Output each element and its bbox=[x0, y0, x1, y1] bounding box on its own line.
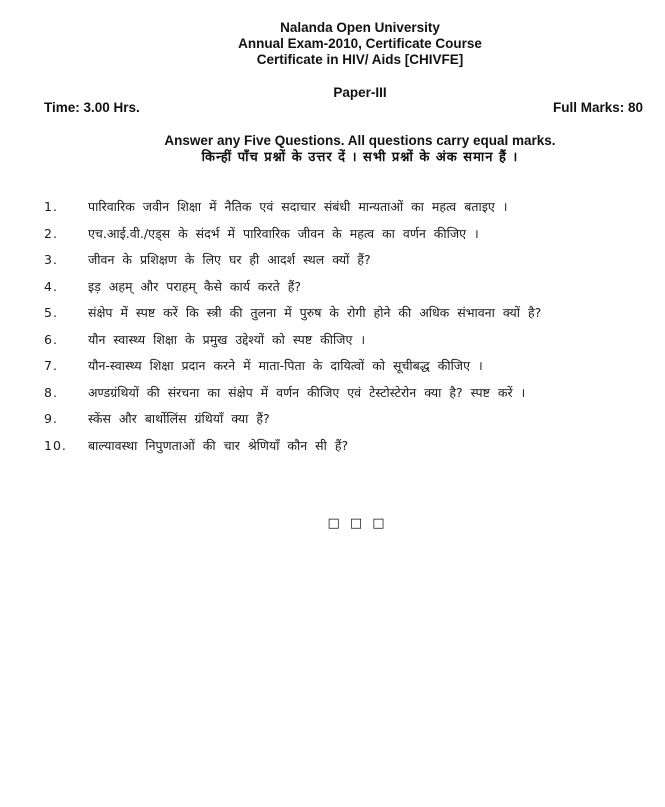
question-text: एच.आई.वी./एड्स के संदर्भ में पारिवारिक जीवन के महत्व का वर्णन कीजिए । bbox=[88, 225, 479, 241]
question-text: स्केंस और बार्थोलिंस ग्रंथियाँ क्या हैं? bbox=[88, 411, 270, 426]
exam-time: Time: 3.00 Hrs. bbox=[44, 100, 140, 115]
question-item bbox=[0, 194, 665, 221]
question-list bbox=[0, 194, 665, 459]
question-number: 2. bbox=[44, 225, 58, 241]
instructions-english: Answer any Five Questions. All questions carry equal marks. bbox=[164, 133, 556, 148]
question-number: 6. bbox=[44, 331, 58, 347]
question-number: 4. bbox=[44, 278, 58, 294]
question-item bbox=[0, 327, 665, 354]
paper-number: Paper-III bbox=[333, 85, 387, 100]
full-marks: Full Marks: 80 bbox=[552, 100, 643, 115]
question-item bbox=[0, 353, 665, 380]
question-number: 5. bbox=[44, 305, 58, 320]
question-text: अण्डग्रंथियों की संरचना का संक्षेप में वर्णन कीजिए एवं टेस्टोस्टेरोन क्या है? स्पष्ट करें । bbox=[88, 384, 526, 400]
question-number: 10. bbox=[44, 437, 67, 453]
question-text: बाल्यावस्था निपुणताओं की चार श्रेणियाँ कौन सी हैं? bbox=[88, 437, 349, 453]
question-item bbox=[0, 274, 665, 301]
question-number: 3. bbox=[44, 252, 58, 267]
question-item bbox=[0, 433, 665, 460]
question-item bbox=[0, 300, 665, 327]
instructions bbox=[0, 132, 665, 167]
exam-title: Annual Exam-2010, Certificate Course bbox=[238, 36, 482, 51]
question-text: यौन स्वास्थ्य शिक्षा के प्रमुख उद्देश्यों को स्पष्ट कीजिए । bbox=[88, 331, 366, 347]
question-text: यौन-स्वास्थ्य शिक्षा प्रदान करने में माता-पिता के दायित्वों को सूचीबद्ध कीजिए । bbox=[88, 358, 483, 373]
question-text: पारिवारिक जवीन शिक्षा में नैतिक एवं सदाचार संबंधी मान्यताओं का महत्व बताइए । bbox=[88, 199, 508, 214]
question-item bbox=[0, 221, 665, 248]
question-item bbox=[0, 380, 665, 407]
course-title: Certificate in HIV/ Aids [CHIVFE] bbox=[256, 52, 464, 67]
question-number: 9. bbox=[44, 411, 58, 426]
instructions-hindi: किन्हीं पाँच प्रश्नों के उत्तर दें । सभी प्रश्नों के अंक समान हैं । bbox=[201, 150, 519, 165]
exam-header bbox=[0, 20, 665, 68]
question-item bbox=[0, 247, 665, 274]
question-item bbox=[0, 406, 665, 433]
question-text: जीवन के प्रशिक्षण के लिए घर ही आदर्श स्थल क्यों हैं? bbox=[88, 252, 371, 267]
question-number: 1. bbox=[44, 199, 58, 214]
question-number: 8. bbox=[44, 384, 58, 400]
question-text: इड़ अहम् और पराहम् कैसे कार्य करते हैं? bbox=[88, 278, 302, 294]
university-name: Nalanda Open University bbox=[280, 20, 440, 35]
end-marker: □ □ □ bbox=[327, 516, 388, 531]
question-number: 7. bbox=[44, 358, 58, 373]
question-text: संक्षेप में स्पष्ट करें कि स्त्री की तुलना में पुरुष के रोगी होने की अधिक संभावना क्यों है? bbox=[88, 305, 542, 320]
